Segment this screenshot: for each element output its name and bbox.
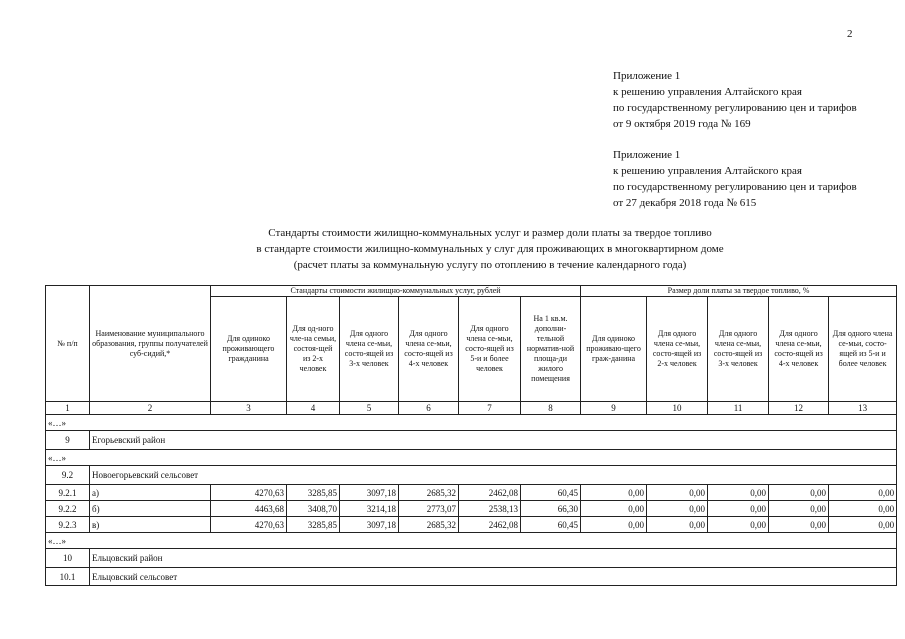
header-c4: Для од-ного чле-на семьи, состоя-щей из 2-х человек xyxy=(287,297,340,402)
value-cell: 0,00 xyxy=(647,485,708,501)
appendix-current xyxy=(613,68,857,132)
ellipsis: «…» xyxy=(46,450,897,466)
value-cell: 3408,70 xyxy=(287,501,340,517)
header-c3: Для одиноко проживающего гражданина xyxy=(211,297,287,402)
value-cell: 60,45 xyxy=(521,517,581,533)
header-c10: Для одного члена се-мьи, состо-ящей из 2-х человек xyxy=(647,297,708,402)
value-cell: 0,00 xyxy=(769,485,829,501)
appendix-date: от 9 октября 2019 года № 169 xyxy=(613,118,751,130)
row-number: 9.2.2 xyxy=(46,501,90,517)
ellipsis: «…» xyxy=(46,533,897,549)
value-cell: 2538,13 xyxy=(459,501,521,517)
value-cell: 60,45 xyxy=(521,485,581,501)
value-cell: 0,00 xyxy=(708,517,769,533)
value-cell: 0,00 xyxy=(829,501,897,517)
row-number: 9.2 xyxy=(46,466,90,485)
table-row xyxy=(46,517,897,533)
col-number: 2 xyxy=(90,402,211,415)
value-cell: 2685,32 xyxy=(399,485,459,501)
value-cell: 66,30 xyxy=(521,501,581,517)
col-number: 13 xyxy=(829,402,897,415)
header-c12: Для одного члена се-мьи, состо-ящей из 4-х человек xyxy=(769,297,829,402)
value-cell: 0,00 xyxy=(769,517,829,533)
col-number: 10 xyxy=(647,402,708,415)
ellipsis-row xyxy=(46,450,897,466)
value-cell: 2685,32 xyxy=(399,517,459,533)
value-cell: 3285,85 xyxy=(287,485,340,501)
col-number: 11 xyxy=(708,402,769,415)
title-line-3: (расчет платы за коммунальную услугу по отоплению в течение календарного года) xyxy=(293,259,687,271)
appendix-authority-dept: по государственному регулированию цен и тарифов xyxy=(613,102,857,114)
value-cell: 3214,18 xyxy=(340,501,399,517)
header-c7: Для одного члена се-мьи, состо-ящей из 5-и и более человек xyxy=(459,297,521,402)
col-number: 7 xyxy=(459,402,521,415)
value-cell: 0,00 xyxy=(581,501,647,517)
col-number: 8 xyxy=(521,402,581,415)
header-name: Наименование муниципального образования, группы получателей суб-сидий,* xyxy=(90,286,211,402)
col-number: 5 xyxy=(340,402,399,415)
appendix-previous xyxy=(613,147,857,211)
appendix-title: Приложение 1 xyxy=(613,70,681,82)
title-line-2: в стандарте стоимости жилищно-коммунальных у слуг для проживающих в многоквартирном доме xyxy=(256,243,724,255)
row-name: а) xyxy=(90,485,211,501)
header-group-standards: Стандарты стоимости жилищно-коммунальных услуг, рублей xyxy=(211,286,581,297)
header-no: № п/п xyxy=(46,286,90,402)
ellipsis-row xyxy=(46,415,897,431)
value-cell: 0,00 xyxy=(769,501,829,517)
value-cell: 2462,08 xyxy=(459,517,521,533)
table-row xyxy=(46,431,897,450)
value-cell: 0,00 xyxy=(708,501,769,517)
appendix-date: от 27 декабря 2018 года № 615 xyxy=(613,197,757,209)
value-cell: 0,00 xyxy=(708,485,769,501)
header-c5: Для одного члена се-мьи, состо-ящей из 3-х человек xyxy=(340,297,399,402)
value-cell: 2462,08 xyxy=(459,485,521,501)
row-name: Ельцовский район xyxy=(90,549,897,568)
value-cell: 0,00 xyxy=(647,517,708,533)
value-cell: 0,00 xyxy=(647,501,708,517)
table-row xyxy=(46,568,897,586)
col-number: 12 xyxy=(769,402,829,415)
ellipsis-row xyxy=(46,533,897,549)
value-cell: 3285,85 xyxy=(287,517,340,533)
row-name: Егорьевский район xyxy=(90,431,897,450)
row-number: 10 xyxy=(46,549,90,568)
col-number: 1 xyxy=(46,402,90,415)
row-number: 9 xyxy=(46,431,90,450)
value-cell: 4270,63 xyxy=(211,485,287,501)
row-name: в) xyxy=(90,517,211,533)
header-c6: Для одного члена се-мьи, состо-ящей из 4-х человек xyxy=(399,297,459,402)
header-c11: Для одного члена се-мьи, состо-ящей из 3-х человек xyxy=(708,297,769,402)
document-title xyxy=(150,225,830,273)
col-number: 6 xyxy=(399,402,459,415)
col-number: 9 xyxy=(581,402,647,415)
standards-table xyxy=(45,285,897,586)
appendix-title: Приложение 1 xyxy=(613,149,681,161)
col-number: 3 xyxy=(211,402,287,415)
row-name: Ельцовский сельсовет xyxy=(90,568,897,586)
table-row xyxy=(46,466,897,485)
header-group-share: Размер доли платы за твердое топливо, % xyxy=(581,286,897,297)
header-c13: Для одного члена се-мьи, состо-ящей из 5-и и более человек xyxy=(829,297,897,402)
row-number: 9.2.3 xyxy=(46,517,90,533)
title-line-1: Стандарты стоимости жилищно-коммунальных услуг и размер доли платы за твердое топливо xyxy=(268,227,712,239)
row-name: б) xyxy=(90,501,211,517)
appendix-authority-dept: по государственному регулированию цен и тарифов xyxy=(613,181,857,193)
value-cell: 3097,18 xyxy=(340,517,399,533)
value-cell: 0,00 xyxy=(581,517,647,533)
col-number: 4 xyxy=(287,402,340,415)
header-c8: На 1 кв.м. дополни-тельной норматив-ной площа-ди жилого помещения xyxy=(521,297,581,402)
value-cell: 0,00 xyxy=(829,485,897,501)
value-cell: 3097,18 xyxy=(340,485,399,501)
value-cell: 2773,07 xyxy=(399,501,459,517)
value-cell: 4463,68 xyxy=(211,501,287,517)
appendix-authority: к решению управления Алтайского края xyxy=(613,86,802,98)
table-row xyxy=(46,549,897,568)
value-cell: 4270,63 xyxy=(211,517,287,533)
page-number: 2 xyxy=(847,28,853,40)
ellipsis: «…» xyxy=(46,415,897,431)
header-c9: Для одиноко проживаю-щего граж-данина xyxy=(581,297,647,402)
table-row xyxy=(46,501,897,517)
row-name: Новоегорьевский сельсовет xyxy=(90,466,897,485)
column-numbers-row xyxy=(46,402,897,415)
value-cell: 0,00 xyxy=(581,485,647,501)
row-number: 10.1 xyxy=(46,568,90,586)
row-number: 9.2.1 xyxy=(46,485,90,501)
value-cell: 0,00 xyxy=(829,517,897,533)
appendix-authority: к решению управления Алтайского края xyxy=(613,165,802,177)
table-row xyxy=(46,485,897,501)
